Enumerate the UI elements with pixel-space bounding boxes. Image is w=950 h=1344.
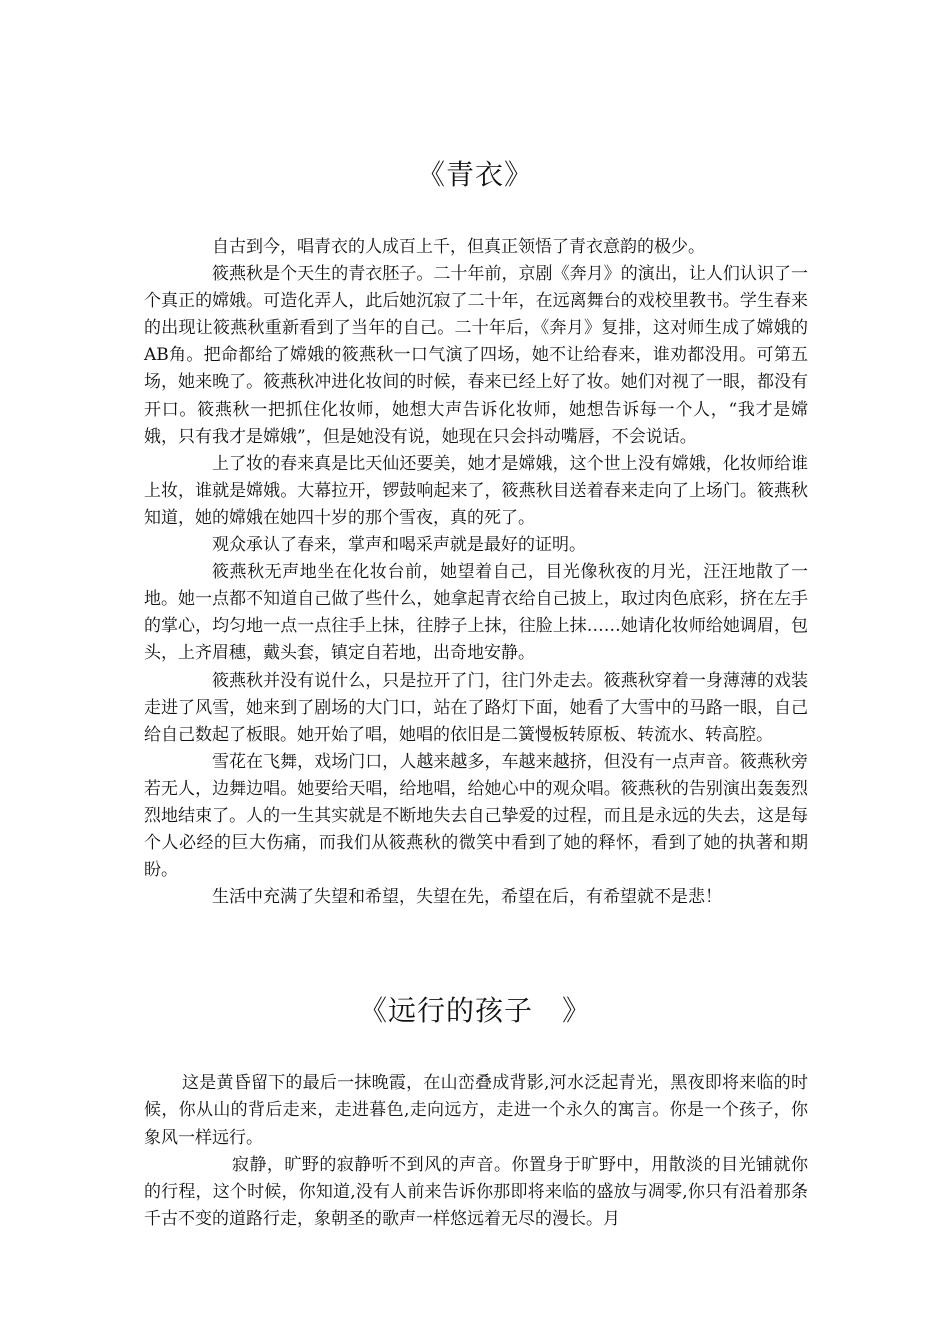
paragraph: 生活中充满了失望和希望，失望在先，希望在后，有希望就不是悲！ — [212, 887, 722, 908]
article-body-qingyi — [144, 234, 808, 911]
paragraph: 上了妆的春来真是比天仙还要美，她才是嫦娥，这个世上没有嫦娥，化妆师给谁上妆，谁就是嫦娥。大幕拉开，锣鼓响起来了，筱燕秋目送着春来走向了上场门。筱燕秋知道，她的嫦娥在她四十岁的那个雪夜，真的死了。 — [144, 453, 808, 528]
article-body-yuanxing — [144, 1070, 808, 1234]
paragraph: 这是黄昏留下的最后一抹晚霞，在山峦叠成背影,河水泛起青光，黑夜即将来临的时候，你从山的背后走来，走进暮色,走向远方，走进一个永久的寓言。你是一个孩子，你象风一样远行。 — [144, 1073, 808, 1148]
paragraph: 筱燕秋是个天生的青衣胚子。二十年前，京剧《奔月》的演出，让人们认识了一个真正的嫦娥。可造化弄人，此后她沉寂了二十年，在远离舞台的戏校里教书。学生春来的出现让筱燕秋重新看到了当年的自己。二十年后，《奔月》复排，这对师生成了嫦娥的AB角。把命都给了嫦娥的筱燕秋一口气演了四场，她不让给春来，谁劝都没用。可第五场，她来晚了。筱燕秋冲进化妆间的时候，春来已经上好了妆。她们对视了一眼，都没有开口。筱燕秋一把抓住化妆师，她想大声告诉化妆师，她想告诉每一个人，“我才是嫦娥，只有我才是嫦娥”，但是她没有说，她现在只会抖动嘴唇，不会说话。 — [144, 264, 808, 447]
article-title-qingyi: 《青衣》 — [416, 158, 533, 191]
article-title-yuanxing: 《远行的孩子 》 — [358, 994, 591, 1027]
paragraph: 自古到今，唱青衣的人成百上千，但真正领悟了青衣意韵的极少。 — [212, 237, 705, 257]
paragraph: 筱燕秋无声地坐在化妆台前，她望着自己，目光像秋夜的月光，汪汪地散了一地。她一点都不知道自己做了些什么，她拿起青衣给自己披上，取过肉色底彩，挤在左手的掌心，均匀地一点一点往手上抹，往脖子上抹，往脸上抹……她请化妆师给她调眉，包头，上齐眉穗，戴头套，镇定自若地，出奇地安静。 — [144, 562, 808, 664]
paragraph: 筱燕秋并没有说什么，只是拉开了门，往门外走去。筱燕秋穿着一身薄薄的戏装走进了风雪，她来到了剧场的大门口，站在了路灯下面，她看了大雪中的马路一眼，自己给自己数起了板眼。她开始了唱，她唱的依旧是二簧慢板转原板、转流水、转高腔。 — [144, 670, 808, 745]
paragraph: 观众承认了春来，掌声和喝采声就是最好的证明。 — [212, 535, 586, 556]
paragraph: 雪花在飞舞，戏场门口，人越来越多，车越来越挤，但没有一点声音。筱燕秋旁若无人，边舞边唱。她要给天唱，给地唱，给她心中的观众唱。筱燕秋的告别演出轰轰烈烈地结束了。人的一生其实就是不断地失去自己挚爱的过程，而且是永远的失去，这是每个人必经的巨大伤痛，而我们从筱燕秋的微笑中看到了她的释怀，看到了她的执著和期盼。 — [144, 751, 808, 881]
paragraph: 寂静，旷野的寂静听不到风的声音。你置身于旷野中，用散淡的目光铺就你的行程，这个时候，你知道,没有人前来告诉你那即将来临的盛放与凋零,你只有沿着那条千古不变的道路行走，象朝圣的歌声一样悠远着无尽的漫长。月 — [144, 1154, 808, 1230]
